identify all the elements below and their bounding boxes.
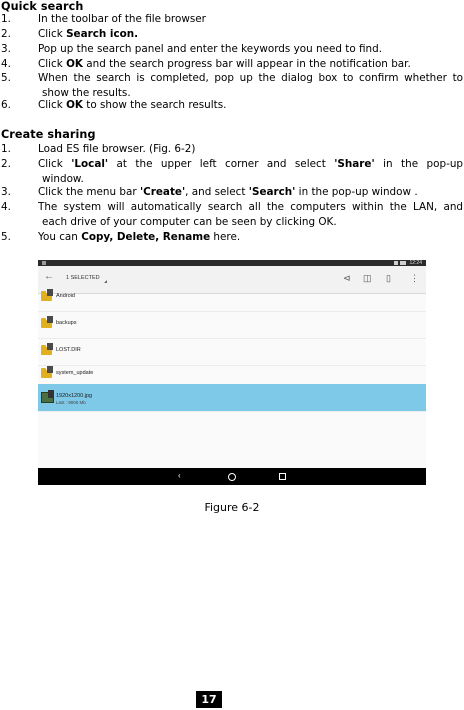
- folder-icon: [41, 293, 52, 301]
- folder-icon: [41, 320, 52, 328]
- folder-icon: [41, 370, 52, 378]
- nav-home-icon[interactable]: [228, 473, 236, 481]
- list-item[interactable]: Android: [38, 284, 426, 312]
- selected-count[interactable]: 1 SELECTED: [66, 275, 100, 281]
- quick-search-heading: Quick search: [1, 0, 84, 13]
- image-file-icon: [41, 392, 54, 403]
- delete-icon[interactable]: ▯: [386, 273, 391, 283]
- list-item[interactable]: backups: [38, 311, 426, 339]
- folder-icon: [41, 347, 52, 355]
- page-number: 17: [196, 691, 222, 708]
- selected-file-row[interactable]: 1920x1200.jpg Last : 9000 Mb: [38, 384, 426, 412]
- wifi-icon: [400, 261, 406, 265]
- notification-icon: [42, 261, 46, 265]
- battery-icon: [394, 261, 398, 265]
- list-item[interactable]: LOST.DIR: [38, 338, 426, 366]
- back-arrow-icon[interactable]: ←: [44, 271, 54, 282]
- create-sharing-heading: Create sharing: [1, 128, 96, 141]
- nav-back-icon[interactable]: ‹: [178, 471, 181, 480]
- list-item[interactable]: system_update: [38, 361, 426, 389]
- navigation-bar: [38, 468, 426, 485]
- more-options-icon[interactable]: ⋮: [410, 273, 419, 283]
- copy-icon[interactable]: ◫: [363, 273, 372, 283]
- nav-recent-apps-icon[interactable]: [279, 473, 286, 480]
- select-dropdown-icon[interactable]: [104, 280, 107, 283]
- status-clock: 12:24: [409, 260, 422, 266]
- figure-caption: Figure 6-2: [204, 501, 260, 514]
- manual-page: Quick search 1. In the toolbar of the file browser 2. Click Search icon. 3. Pop up the search panel and enter the keywords you need to find. 4. Click OK and the search progress bar will appear in the notification bar. 5. When the search is completed, pop up the dialog box to confirm whether to show the results. 6. Click OK to show the search results. Create sharing 1. Load ES file browser. (Fig. 6-2) 2. Click 'Local' at the upper left corner and select 'Share' in the pop-up window. 3. Click the menu bar 'Create', and select 'Search' in the pop-up window . 4. The system will automatically search all the computers within the LAN, and each drive of your computer can be seen by clicking OK. 5. You can Copy, Delete, Rename here. 12:24 ← 1 SELECTED ⊲ ◫ ▯ ⋮ Android backups LOST.DIR system_update 1920x1200.jpg Last : 9000 Mb ‹ Figure 6-2 17: [1, 0, 464, 706]
- share-icon[interactable]: ⊲: [343, 273, 351, 283]
- file-browser-screenshot: [38, 260, 426, 485]
